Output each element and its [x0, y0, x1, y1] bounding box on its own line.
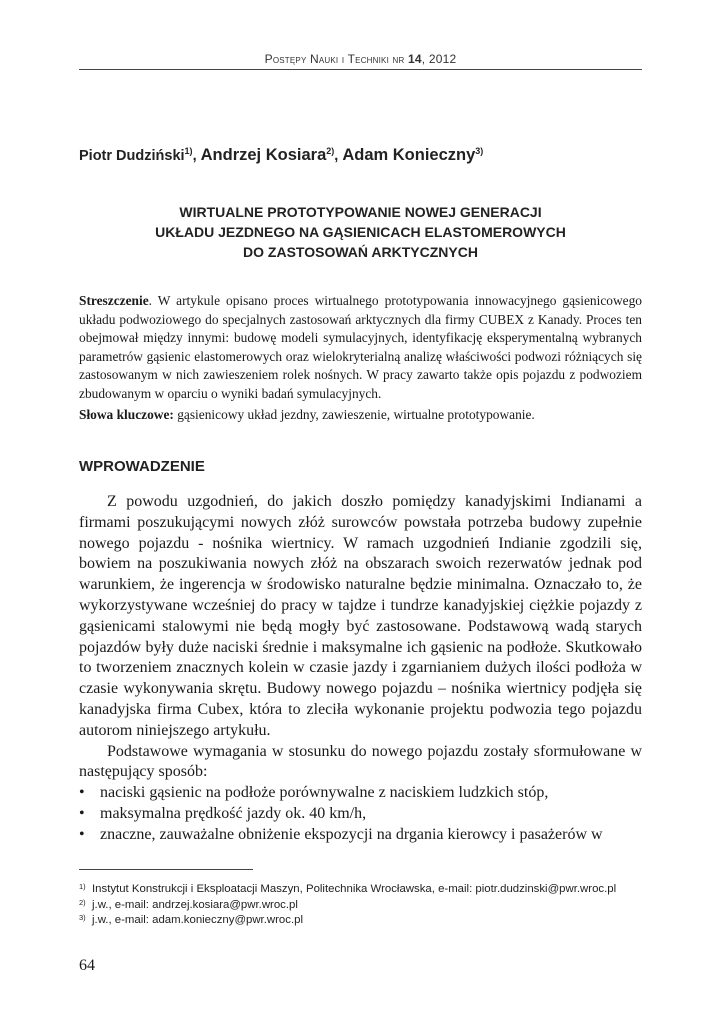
keywords — [79, 406, 642, 425]
title-line: DO ZASTOSOWAŃ ARKTYCZNYCH — [243, 244, 478, 260]
abstract-label: Streszczenie — [79, 293, 149, 308]
title-line: WIRTUALNE PROTOTYPOWANIE NOWEJ GENERACJI — [179, 204, 542, 220]
author-name: Piotr Dudziński — [79, 148, 185, 164]
journal-year: , 2012 — [421, 52, 457, 66]
author-list: Piotr Dudziński$^{1)}$, Andrzej Kosiara$^{2)}$, Adam Konieczny$^{3)}$ — [79, 146, 484, 164]
abstract-paragraph — [79, 292, 642, 404]
footnote-rule — [79, 869, 253, 870]
bullet-icon: • — [79, 784, 85, 802]
list-item — [79, 804, 642, 825]
journal-name: Postępy Nauki i Techniki nr — [264, 52, 405, 66]
footnote — [79, 913, 659, 929]
abstract-text: . W artykule opisano proces wirtualnego prototypowania innowacyjnego gąsienicowego układu podwoziowego do specjalnych zastosowań arktycznych dla firmy CUBEX z Kanady. Proces ten obejmował między innymi: budowę modeli symulacyjnych, identyfikację eksperymentalną wybranych parametrów gąsienic elastomerowych oraz wielokryterialną analizę właściwości podwozi różniących się zastosowanym w nich zawieszeniem rolek nośnych. W pracy zawarto także opis pojazdu z podwoziem zbudowanym w oparciu o wyniki badań symulacyjnych. — [79, 293, 642, 401]
running-header — [79, 52, 642, 66]
footnote-text: j.w., e-mail: andrzej.kosiara@pwr.wroc.pl — [92, 898, 298, 911]
author-footnote-mark: 3) — [475, 146, 484, 157]
header-rule — [79, 69, 642, 70]
author-name: Adam Konieczny — [342, 146, 476, 164]
footnote — [79, 882, 659, 898]
body-paragraph: Z powodu uzgodnień, do jakich doszło pomiędzy kanadyjskimi Indianami a firmami poszukującymi nowych złóż surowców powstała potrzeba budowy zupełnie nowego pojazdu - nośnika wiertnicy. W ramach uzgodnień Indianie zgodzili się, bowiem na poszukiwania nowych złóż na obszarach swoich rezerwatów jednak pod warunkiem, że ingerencja w środowisko naturalne będzie minimalna. Oznaczało to, że wykorzystywane wcześniej do pracy w tajdze i tundrze kanadyjskiej ciężkie pojazdy z gąsienicami stalowymi nie będą mogły być zastosowane. Podstawową wadą starych pojazdów były duże naciski średnie i maksymalne ich gąsienic na podłoże. Skutkowało to tworzeniem znacznych kolein w czasie jazdy i zgarnianiem dużych ilości podłoża w czasie wykonywania skrętu. Budowy nowego pojazdu – nośnika wiertnicy podjęła się kanadyjska firma Cubex, która to zleciła wykonanie projektu podwozia tego pojazdu autorom niniejszego artykułu. — [79, 493, 642, 739]
author-footnote-mark: 1) — [184, 146, 193, 157]
footnote-mark: 1) — [79, 882, 86, 891]
footnote-text: Instytut Konstrukcji i Eksploatacji Maszyn, Politechnika Wrocławska, e-mail: piotr.dudzinski@pwr.wroc.pl — [92, 883, 617, 895]
abstract — [79, 292, 642, 424]
section-heading: WPROWADZENIE — [79, 458, 205, 475]
page-number: 64 — [79, 957, 95, 974]
paper-title — [79, 202, 642, 262]
keywords-label: Słowa kluczowe: — [79, 406, 174, 422]
list-item — [79, 825, 642, 846]
author-name: Andrzej Kosiara — [200, 146, 327, 164]
bullet-icon: • — [79, 804, 85, 822]
list-item — [79, 783, 642, 804]
footnotes — [79, 882, 659, 929]
list-item-text: maksymalna prędkość jazdy ok. 40 km/h, — [100, 804, 367, 822]
footnote-mark: 2) — [79, 897, 86, 907]
section-body — [79, 492, 642, 846]
body-paragraph: Podstawowe wymagania w stosunku do nowego pojazdu zostały sformułowane w następujący sposób: — [79, 742, 642, 781]
keywords-text: gąsienicowy układ jezdny, zawieszenie, wirtualne prototypowanie. — [173, 406, 535, 422]
issue-number: 14 — [408, 52, 422, 66]
footnote-text: j.w., e-mail: adam.konieczny@pwr.wroc.pl — [92, 914, 303, 926]
footnote-mark: 3) — [79, 913, 86, 922]
requirements-list — [79, 783, 642, 845]
bullet-icon: • — [79, 825, 85, 843]
list-item-text: znaczne, zauważalne obniżenie ekspozycji na drgania kierowcy i pasażerów w — [100, 825, 603, 843]
title-line: UKŁADU JEZDNEGO NA GĄSIENICACH ELASTOMEROWYCH — [155, 224, 566, 240]
author-footnote-mark: 2) — [326, 146, 335, 157]
list-item-text: naciski gąsienic na podłoże porównywalne z naciskiem ludzkich stóp, — [100, 784, 549, 802]
footnote — [79, 898, 659, 914]
